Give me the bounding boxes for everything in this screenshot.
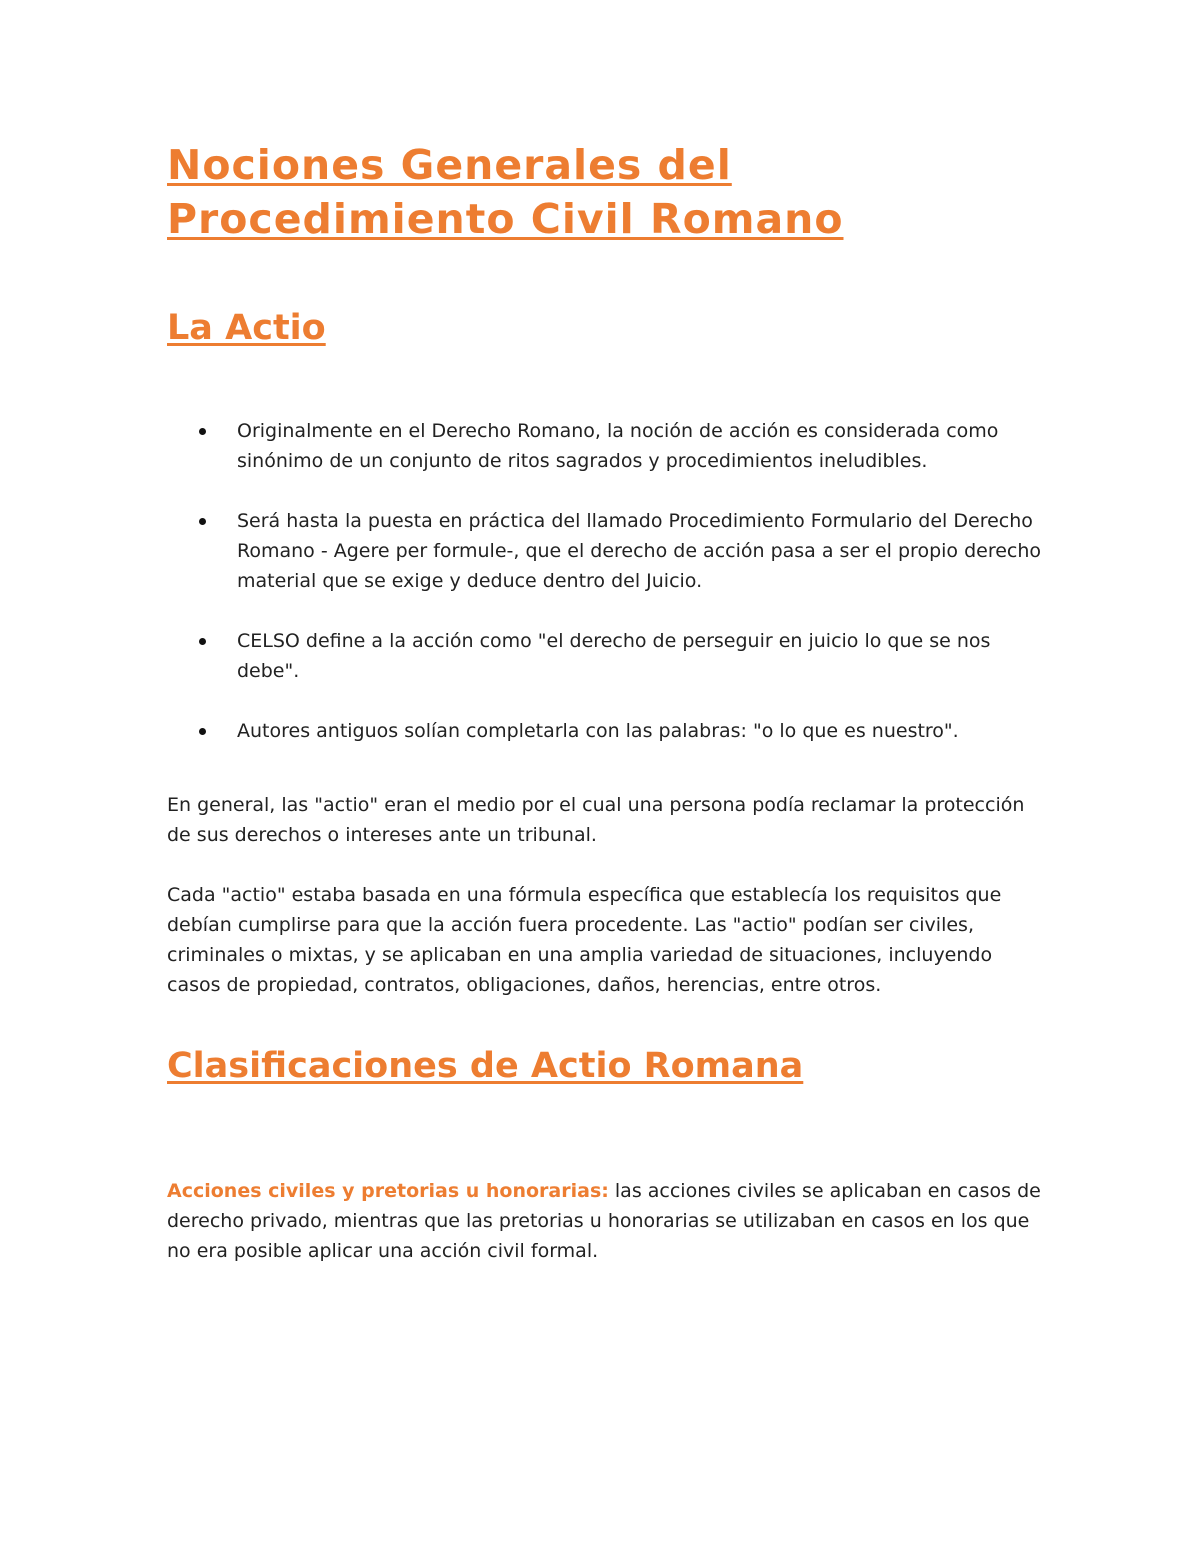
bullet-text: Autores antiguos solían completarla con las palabras: "o lo que es nuestro". bbox=[237, 720, 959, 742]
bullet-item bbox=[237, 626, 1047, 686]
bullet-text: Originalmente en el Derecho Romano, la noción de acción es considerada como sinónimo de un conjunto de ritos sagrados y procedimientos ineludibles. bbox=[237, 420, 999, 472]
term-description: las acciones civiles se aplicaban en casos de derecho privado, mientras que las pretorias u honorarias se utilizaban en casos en los que no era posible aplicar una acción civil formal. bbox=[167, 1180, 1041, 1262]
section-heading-la-actio: La Actio bbox=[167, 308, 326, 348]
bullet-item bbox=[237, 716, 1047, 746]
bullet-text: CELSO define a la acción como "el derecho de perseguir en juicio lo que se nos debe". bbox=[237, 630, 991, 682]
bullet-dot-icon bbox=[199, 428, 206, 435]
bullet-dot-icon bbox=[199, 728, 206, 735]
document-content bbox=[167, 138, 1047, 1296]
bullet-item bbox=[237, 506, 1047, 596]
bullet-item bbox=[237, 416, 1047, 476]
bullet-dot-icon bbox=[199, 518, 206, 525]
paragraph-cada-actio: Cada "actio" estaba basada en una fórmula específica que establecía los requisitos que debían cumplirse para que la acción fuera procedente. Las "actio" podían ser civiles, criminales o mixtas, y se aplicaban en una amplia variedad de situaciones, incluyendo casos de propiedad, contratos, obligaciones, daños, herencias, entre otros. bbox=[167, 884, 1002, 996]
section-heading-clasificaciones: Clasificaciones de Actio Romana bbox=[167, 1046, 804, 1086]
paragraph-acciones-civiles bbox=[167, 1176, 1047, 1266]
term-label: Acciones civiles y pretorias u honorarias: bbox=[167, 1180, 609, 1202]
document-title: Nociones Generales del Procedimiento Civil Romano bbox=[167, 141, 844, 243]
bullet-list bbox=[167, 416, 1047, 746]
bullet-text: Será hasta la puesta en práctica del llamado Procedimiento Formulario del Derecho Romano - Agere per formule-, que el derecho de acción pasa a ser el propio derecho material que se exige y deduce dentro del Juicio. bbox=[237, 510, 1042, 592]
paragraph-general: En general, las "actio" eran el medio por el cual una persona podía reclamar la protección de sus derechos o intereses ante un tribunal. bbox=[167, 794, 1025, 846]
bullet-dot-icon bbox=[199, 638, 206, 645]
